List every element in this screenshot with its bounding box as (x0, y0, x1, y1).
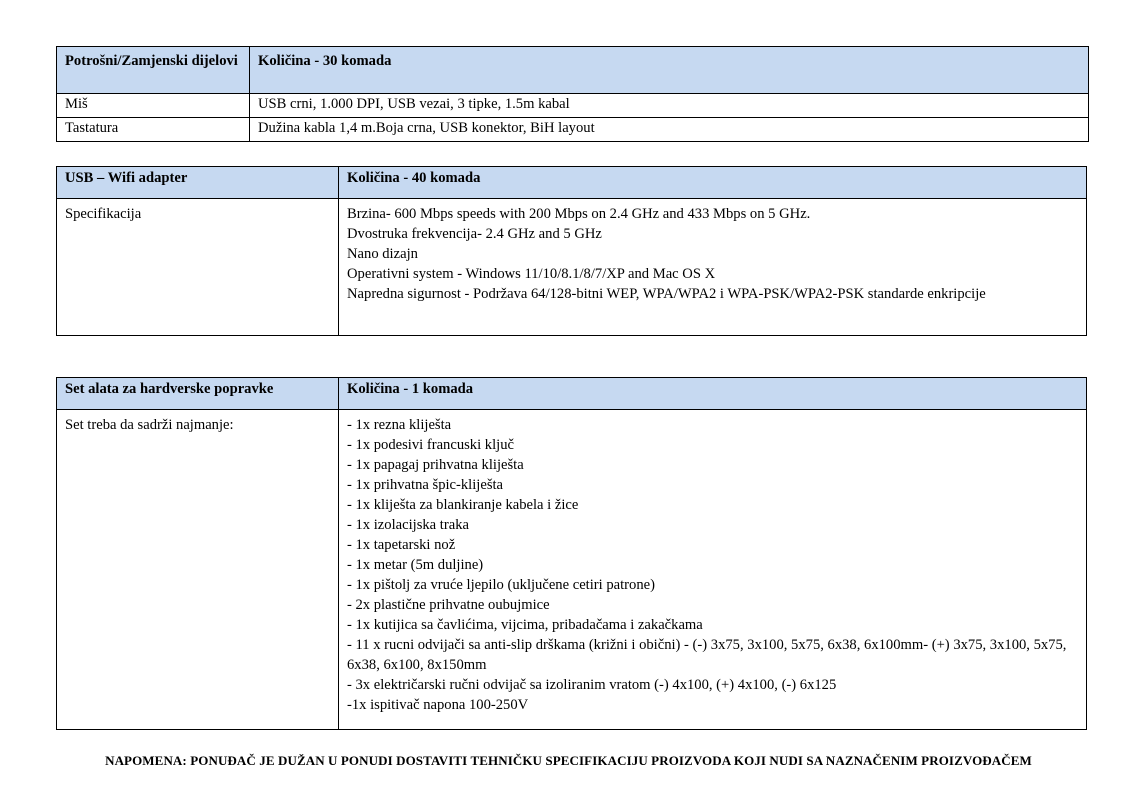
consumables-table (56, 46, 1089, 142)
list-item: - 1x tapetarski nož (347, 537, 456, 553)
table-row (57, 118, 1089, 142)
list-item: - 1x podesivi francuski ključ (347, 437, 514, 453)
spec-line: Brzina- 600 Mbps speeds with 200 Mbps on 2.4 GHz and 433 Mbps on 5 GHz. (347, 206, 811, 222)
wifi-adapter-header-row (57, 167, 1087, 199)
tool-set-label: Set treba da sadrži najmanje: (57, 410, 339, 730)
list-item: - 11 x rucni odvijači sa anti-slip drškama (križni i obični) - (-) 3x75, 3x100, 5x75, 6x38, 6x100mm- (+) 3x75, 3x100, 5x75, 6x38, 6x100, 8x150mm (347, 637, 1067, 673)
spec-line: Operativni system - Windows 11/10/8.1/8/7/XP and Mac OS X (347, 266, 716, 282)
table-row (57, 199, 1087, 336)
consumables-header-name: Potrošni/Zamjenski dijelovi (57, 47, 250, 94)
item-name-mouse: Miš (57, 94, 250, 118)
list-item: - 1x pištolj za vruće ljepilo (uključene cetiri patrone) (347, 577, 655, 593)
tool-set-table (56, 377, 1087, 730)
list-item: - 1x izolacijska traka (347, 517, 469, 533)
list-item: - 1x kutijica sa čavlićima, vijcima, pribadačama i zakačkama (347, 617, 703, 633)
wifi-adapter-header-name: USB – Wifi adapter (57, 167, 339, 199)
list-item: - 2x plastične prihvatne oubujmice (347, 597, 550, 613)
consumables-header-quantity: Količina - 30 komada (250, 47, 1089, 94)
spec-line: Dvostruka frekvencija- 2.4 GHz and 5 GHz (347, 226, 602, 242)
item-name-keyboard: Tastatura (57, 118, 250, 142)
tool-set-item-list (339, 410, 1087, 730)
list-item: - 3x električarski ručni odvijač sa izoliranim vratom (-) 4x100, (+) 4x100, (-) 6x125 (347, 677, 837, 693)
wifi-adapter-header-quantity: Količina - 40 komada (339, 167, 1087, 199)
wifi-adapter-spec-list (339, 199, 1087, 336)
table-row (57, 94, 1089, 118)
wifi-adapter-label: Specifikacija (57, 199, 339, 336)
list-item: - 1x rezna kliješta (347, 417, 452, 433)
list-item: - 1x metar (5m duljine) (347, 557, 484, 573)
consumables-header-row (57, 47, 1089, 94)
tool-set-header-row (57, 378, 1087, 410)
tool-set-header-name: Set alata za hardverske popravke (57, 378, 339, 410)
tool-set-header-quantity: Količina - 1 komada (339, 378, 1087, 410)
item-spec-mouse: USB crni, 1.000 DPI, USB vezai, 3 tipke, 1.5m kabal (250, 94, 1089, 118)
list-item: - 1x kliješta za blankiranje kabela i žice (347, 497, 579, 513)
spec-line: Nano dizajn (347, 246, 418, 262)
table-row (57, 410, 1087, 730)
wifi-adapter-table (56, 166, 1087, 336)
item-spec-keyboard: Dužina kabla 1,4 m.Boja crna, USB konektor, BiH layout (250, 118, 1089, 142)
list-item: -1x ispitivač napona 100-250V (347, 697, 529, 713)
supplier-note: NAPOMENA: PONUĐAČ JE DUŽAN U PONUDI DOSTAVITI TEHNIČKU SPECIFIKACIJU PROIZVODA KOJI NUDI SA NAZNAČENIM PROIZVOĐAČEM (105, 753, 1032, 768)
spec-line: Napredna sigurnost - Podržava 64/128-bitni WEP, WPA/WPA2 i WPA-PSK/WPA2-PSK standarde enkripcije (347, 286, 986, 302)
list-item: - 1x prihvatna špic-kliješta (347, 477, 504, 493)
list-item: - 1x papagaj prihvatna kliješta (347, 457, 524, 473)
